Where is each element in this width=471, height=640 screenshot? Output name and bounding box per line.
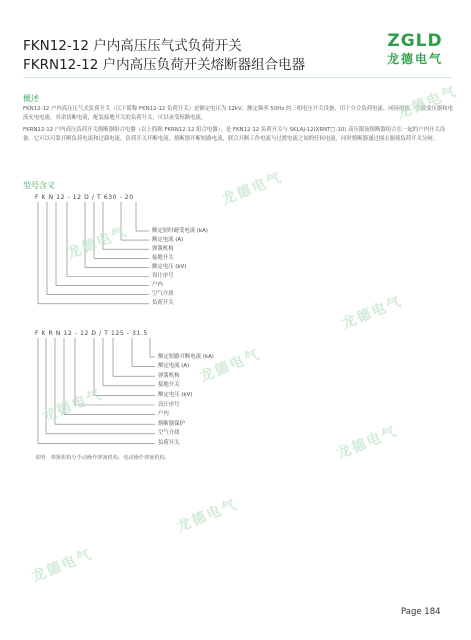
model-code-label: 额定电流 (A) <box>158 363 190 370</box>
model-note: 说明：弹簧机构分手动操作弹簧机构、电动操作弹簧机构。 <box>35 455 170 461</box>
model-code-label: 接地开关 <box>152 254 174 261</box>
logo-subtext: 龙德电气 <box>386 52 443 66</box>
watermark: 龙德电气 <box>339 293 406 333</box>
watermark: 龙德电气 <box>394 83 461 123</box>
watermark: 龙德电气 <box>174 496 241 536</box>
model-code-label: 负荷开关 <box>152 300 174 307</box>
model-code-label: 额定电流 (A) <box>152 236 184 243</box>
model-code-label: 额定电压 (kV) <box>158 391 193 398</box>
model-code-fkrn: F K R N 12 - 12 D / T 125 - 31.5 <box>35 330 148 337</box>
watermark: 龙德电气 <box>29 546 96 586</box>
overview-paragraph-1: FKN12-12 户内高压压气式负荷开关（以下简称 FKN12-12 负荷开关）是额定电压为 12kV、额定频率 50Hz 的三相电压开关设备，用于分合负荷电流、闭环电流、空载变压器和电流充电电流。其余切断电流，配装接地开关的负荷开关，可以承受短路电流。 <box>23 106 453 121</box>
watermark: 龙德电气 <box>197 346 264 386</box>
model-code-fkn: F K N 12 - 12 D / T 630 - 20 <box>35 194 134 201</box>
watermark: 龙德电气 <box>39 386 106 426</box>
model-heading: 型号含义 <box>23 181 55 190</box>
watermark: 龙德电气 <box>334 423 401 463</box>
title-line-1: FKN12-12 户内高压压气式负荷开关 <box>23 38 242 54</box>
overview-heading: 概述 <box>23 94 39 103</box>
model-code-label: 接地开关 <box>158 382 180 389</box>
model-code-label: 户内 <box>152 282 163 289</box>
logo-text: ZGLD <box>387 31 443 51</box>
model-code-label: 空气介质 <box>158 430 180 437</box>
model-code-label: 额定短路开断电流 (kA) <box>158 353 214 360</box>
model-code-label: 设计序号 <box>152 273 174 279</box>
model-code-label: 弹簧机构 <box>152 245 174 252</box>
title-line-2: FKRN12-12 户内高压负荷开关熔断器组合电器 <box>23 57 306 73</box>
model-code-label: 额定电压 (kV) <box>152 263 187 270</box>
page-number: Page 184 <box>401 607 441 617</box>
watermark: 龙德电气 <box>64 223 131 263</box>
watermark: 龙德电气 <box>219 169 286 209</box>
model-code-label: 空气介质 <box>152 291 174 298</box>
model-code-label: 负荷开关 <box>158 439 180 446</box>
model-code-label: 额定短时耐受电流 (kA) <box>152 227 208 234</box>
model-code-label: 户内 <box>158 411 169 418</box>
overview-paragraph-2: FKRN12-12 户内高压负荷开关熔断器组合电器（以上简称 FKRN12-12 组合电器），是 FKN12-12 负荷开关与 SKLAJ-12(XRNT□-10) 高压限流熔断器组合在一起的户内开关设备。它可以可靠开断负荷电流和过载电流，负荷开关开断电流，熔断器开断短路电流，联合开断工作电流与过渡电流之间的任何电流，同时熔断器通过撞击器使负荷开关分闸。 <box>23 127 446 142</box>
model-code-label: 熔断器保护 <box>158 420 185 427</box>
model-code-label: 弹簧机构 <box>158 372 180 379</box>
model-code-label: 设计序号 <box>158 401 180 408</box>
